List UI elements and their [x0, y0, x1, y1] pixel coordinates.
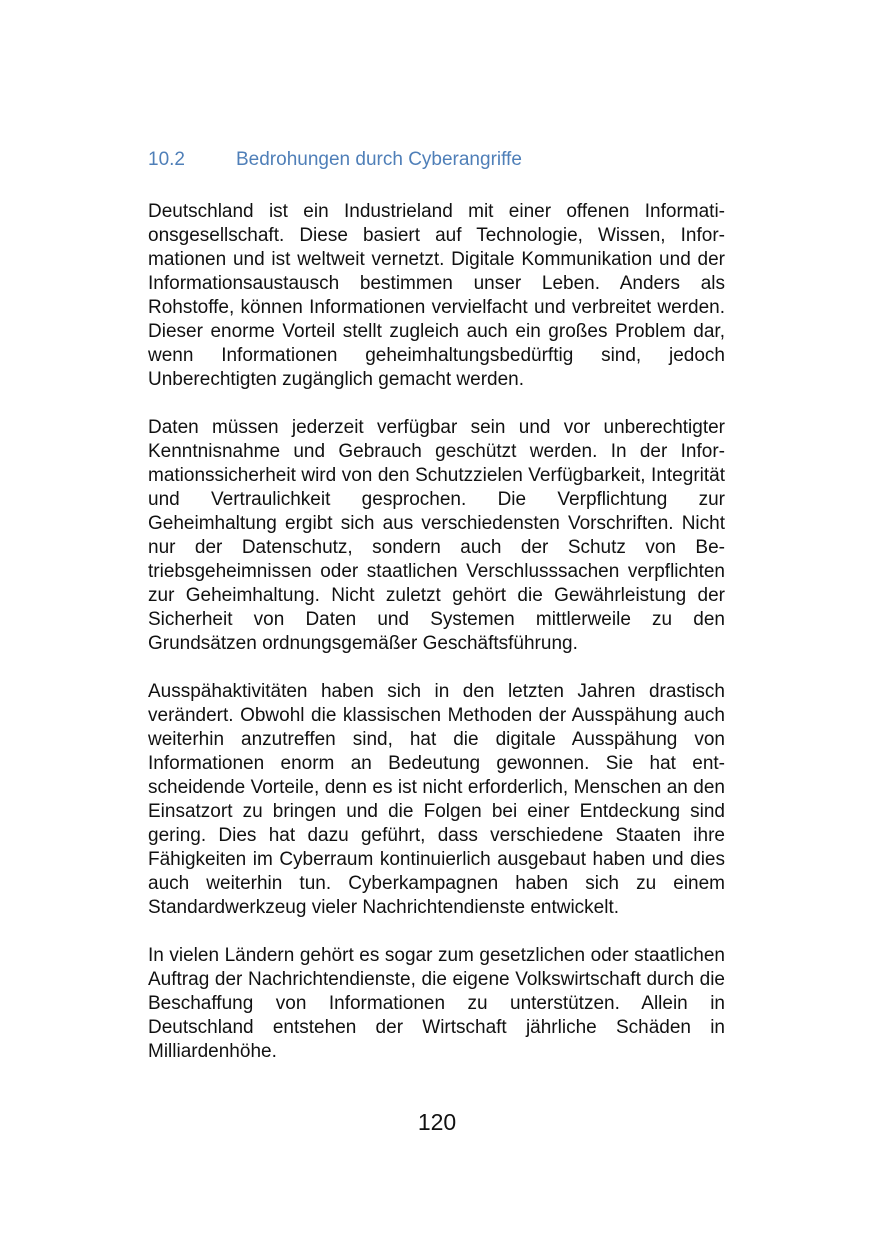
paragraph: Deutschland ist ein Industrieland mit einer offenen Informationsgesellschaft. Diese basiert auf Technologie, Wissen, Informationen und ist weltweit vernetzt. Digitale Kommunikation und der Informationsaustausch bestimmen unser Leben. Anders als Rohstoffe, können Informationen vervielfacht und verbreitet werden. Dieser enorme Vorteil stellt zugleich auch ein großes Problem dar, wenn Informationen geheimhaltungsbedürftig sind, jedoch Unberechtigten zugänglich gemacht werden.	[148, 201, 725, 390]
body-text	[148, 200, 725, 1088]
paragraph: Ausspähaktivitäten haben sich in den letzten Jahren drastisch verändert. Obwohl die klassischen Methoden der Ausspähung auch weiterhin anzutreffen sind, hat die digitale Ausspähung von Informationen enorm an Bedeutung gewonnen. Sie hat entscheidende Vorteile, denn es ist nicht erforderlich, Menschen an den Einsatzort zu bringen und die Folgen bei einer Entdeckung sind gering. Dies hat dazu geführt, dass verschiedene Staaten ihre Fähigkeiten im Cyberraum kontinuierlich ausgebaut haben und dies auch weiterhin tun. Cyberkampagnen haben sich zu einem Standardwerkzeug vieler Nachrichtendienste entwickelt.	[148, 681, 725, 918]
section-number: 10.2	[148, 149, 185, 170]
page-number: 120	[417, 1109, 457, 1135]
paragraph: Daten müssen jederzeit verfügbar sein und vor unberechtigter Kenntnisnahme und Gebrauch geschützt werden. In der Informationssicherheit wird von den Schutzzielen Verfügbarkeit, Integrität und Vertraulichkeit gesprochen. Die Verpflichtung zur Geheimhaltung ergibt sich aus verschiedensten Vorschriften. Nicht nur der Datenschutz, sondern auch der Schutz von Betriebsgeheimnissen oder staatlichen Verschlusssachen verpflichten zur Geheimhaltung. Nicht zuletzt gehört die Gewährleistung der Sicherheit von Daten und Systemen mittlerweile zu den Grundsätzen ordnungsgemäßer Geschäftsführung.	[148, 417, 725, 654]
paragraph: In vielen Ländern gehört es sogar zum gesetzlichen oder staatlichen Auftrag der Nachrichtendienste, die eigene Volkswirtschaft durch die Beschaffung von Informationen zu unterstützen. Allein in Deutschland entstehen der Wirtschaft jährliche Schäden in Milliardenhöhe.	[148, 945, 725, 1062]
section-heading	[148, 146, 728, 174]
section-title: Bedrohungen durch Cyberangriffe	[236, 149, 522, 170]
